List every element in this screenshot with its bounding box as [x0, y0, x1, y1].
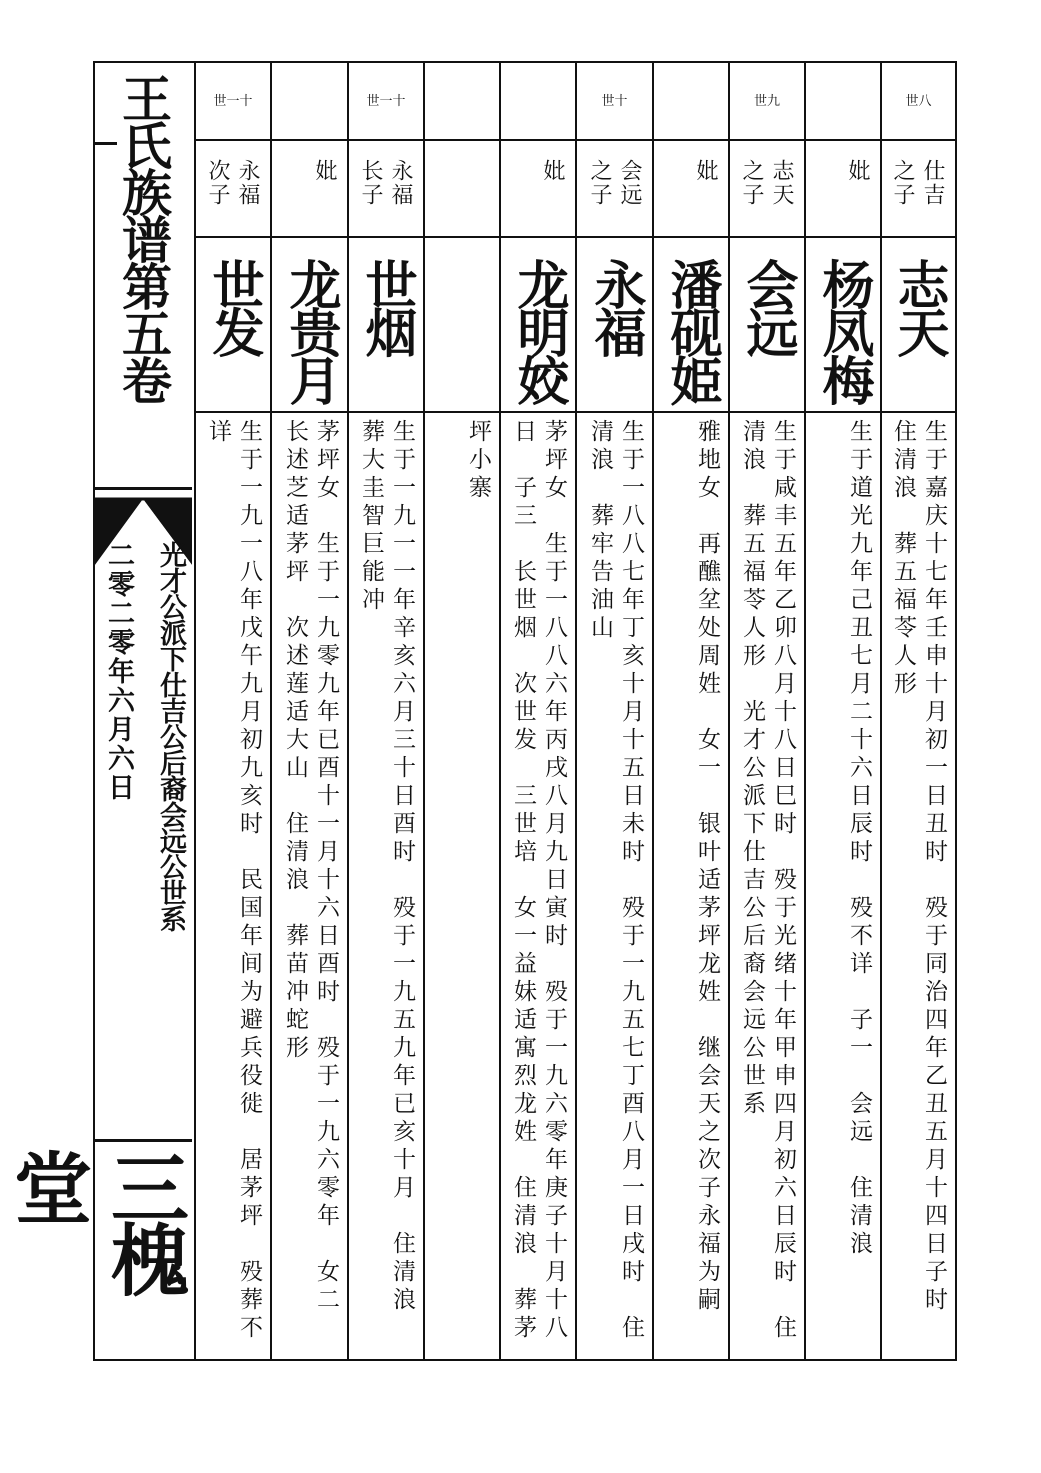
- person-name: 龙明姣: [508, 258, 569, 402]
- name-cell: [425, 238, 499, 413]
- person-name: 世烟: [356, 258, 417, 354]
- person-bio: 生于一九一一年辛亥六月三十日酉时 殁于一九五九年已亥十月 住清浪 葬大圭智巨能冲: [358, 419, 415, 1315]
- genealogy-page: [1, 61, 957, 1361]
- person-column: [196, 63, 272, 1359]
- generation-label: [654, 63, 728, 141]
- person-column: [882, 63, 955, 1359]
- person-bio: 生于咸丰五年乙卯八月十八日巳时 殁于光绪十年甲申四月初六日辰时 住 清浪 葬五福苓人形 光才公派下仕吉公后裔会远公世系: [739, 419, 796, 1343]
- bio-cell: [425, 413, 499, 1359]
- bio-cell: [654, 413, 728, 1359]
- name-cell: [806, 238, 880, 413]
- name-cell: [654, 238, 728, 413]
- person-bio: 茅坪女 生于一九零九年已酉十一月十六日酉时 殁于一九六零年 女二 长述芝适茅坪 次述莲适大山 住清浪 葬苗冲蛇形: [282, 419, 339, 1315]
- person-name: 会远: [737, 258, 798, 354]
- relation-text: 妣: [540, 159, 565, 183]
- relation-cell: [196, 141, 270, 238]
- generation-label: 世一十: [196, 63, 270, 141]
- relation-text: 妣: [693, 159, 718, 183]
- bio-cell: [730, 413, 804, 1359]
- bio-cell: [501, 413, 575, 1359]
- title-panel: [1, 63, 196, 1359]
- panel-divider: [95, 1139, 192, 1142]
- compile-date: 二零二零年六月六日: [103, 541, 134, 802]
- person-name: 潘砚姫: [661, 258, 722, 402]
- relation-cell: [806, 141, 880, 238]
- generation-label: [272, 63, 347, 141]
- relation-cell: [349, 141, 423, 238]
- relation-text: 会远 之子: [587, 159, 642, 207]
- generation-label: [501, 63, 575, 141]
- relation-text: 永福 长子: [358, 159, 413, 207]
- hall-name: 三槐堂: [1, 1148, 189, 1292]
- generation-label: [425, 63, 499, 141]
- lineage-subtitle: 光才公派下仕吉公后裔会远公世系: [155, 541, 186, 931]
- person-column: [272, 63, 349, 1359]
- person-bio: 生于嘉庆十七年壬申十月初一日丑时 殁于同治四年乙丑五月十四日子时 住清浪 葬五福苓人形: [890, 419, 947, 1315]
- person-column: [349, 63, 425, 1359]
- name-cell: [272, 238, 347, 413]
- bio-cell: [349, 413, 423, 1359]
- relation-cell: [654, 141, 728, 238]
- name-cell: [501, 238, 575, 413]
- book-title: 王氏族谱第五卷: [114, 73, 173, 402]
- person-column: [577, 63, 654, 1359]
- relation-cell: [577, 141, 652, 238]
- generation-label: 世八: [882, 63, 955, 141]
- name-cell: [882, 238, 955, 413]
- bio-cell: [806, 413, 880, 1359]
- relation-cell: [272, 141, 347, 238]
- relation-cell: [730, 141, 804, 238]
- relation-cell: [425, 141, 499, 238]
- relation-text: 妣: [312, 159, 337, 183]
- person-column: [425, 63, 501, 1359]
- bio-cell: [577, 413, 652, 1359]
- person-column: [806, 63, 882, 1359]
- person-column: [730, 63, 806, 1359]
- name-cell: [577, 238, 652, 413]
- bio-cell: [196, 413, 270, 1359]
- person-bio: 生于一九一八年戊午九月初九亥时 民国年间为避兵役徙 居茅坪 殁葬不 详: [205, 419, 262, 1343]
- relation-text: 志天 之子: [739, 159, 794, 207]
- person-name: 永福: [585, 258, 646, 354]
- relation-cell: [882, 141, 955, 238]
- generation-label: 世一十: [349, 63, 423, 141]
- relation-text: 妣: [845, 159, 870, 183]
- person-name: 杨凤梅: [813, 258, 874, 402]
- relation-cell: [501, 141, 575, 238]
- person-column: [501, 63, 577, 1359]
- person-bio: 坪小寨: [465, 419, 491, 503]
- person-bio: 茅坪女 生于一八八六年丙戌八月九日寅时 殁于一九六零年庚子十月十八 日 子三 长世烟 次世发 三世培 女一益妹适寓烈龙姓 住清浪 葬茅: [510, 419, 567, 1343]
- person-bio: 雅地女 再醮坌处周姓 女一 银叶适茅坪龙姓 继会天之次子永福为嗣: [694, 419, 720, 1315]
- generation-label: 世九: [730, 63, 804, 141]
- panel-divider: [95, 487, 192, 490]
- relation-text: 仕吉 之子: [890, 159, 945, 207]
- person-bio: 生于道光九年己丑七月二十六日辰时 殁不详 子一 会远 住清浪: [846, 419, 872, 1259]
- person-bio: 生于一八八七年丁亥十月十五日未时 殁于一九五七丁酉八月一日戌时 住 清浪 葬牢告油山: [587, 419, 644, 1343]
- name-cell: [349, 238, 423, 413]
- person-name: 世发: [203, 258, 264, 354]
- bio-cell: [882, 413, 955, 1359]
- generation-label: [806, 63, 880, 141]
- name-cell: [196, 238, 270, 413]
- person-name: 志天: [888, 258, 949, 354]
- person-name: 龙贵月: [280, 258, 341, 402]
- bio-cell: [272, 413, 347, 1359]
- relation-text: 永福 次子: [205, 159, 260, 207]
- person-column: [654, 63, 730, 1359]
- name-cell: [730, 238, 804, 413]
- generation-label: 世十: [577, 63, 652, 141]
